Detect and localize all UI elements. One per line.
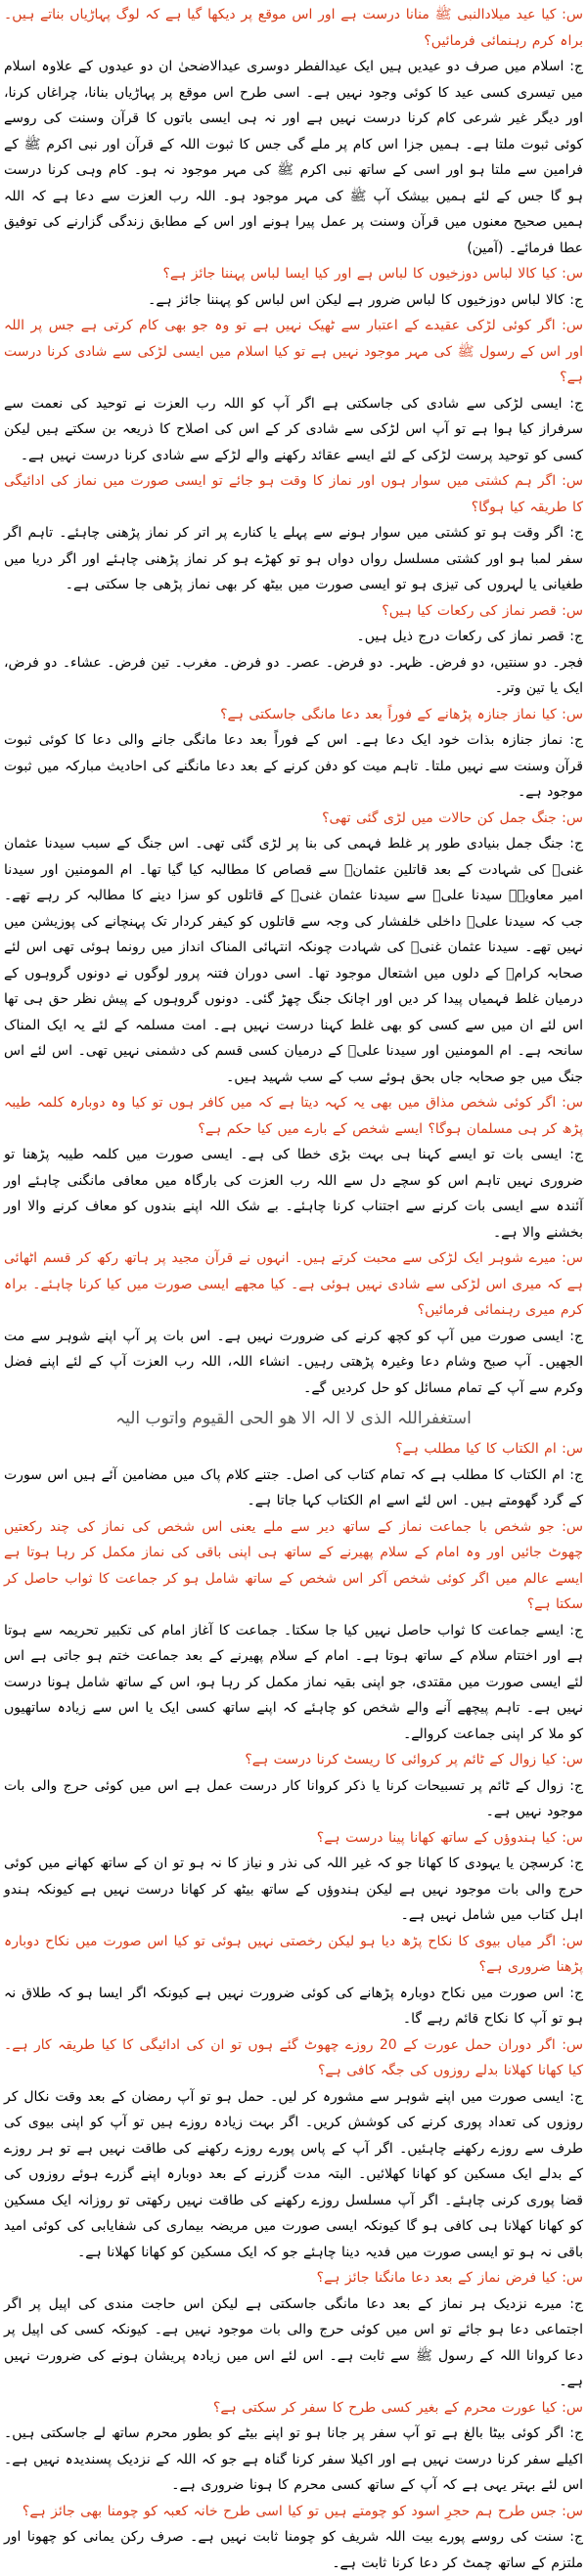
answer-text: ج: ایسی بات تو ایسے کہنا ہی بہت بڑی خطا کی ہے۔ ایسی صورت میں کلمہ طیبہ پڑھنا تو ضروری نہیں تاہم اس کو سچے دل سے اللہ رب العزت کی بارگاہ میں معافی مانگنی چاہئے اور آئندہ سے ایسی بات کرنے سے اجتناب کرنا چاہئے۔ بے شک اللہ اپنے بندوں کو معاف کرنے والا اور بخشنے والا ہے۔ bbox=[4, 1142, 583, 1245]
answer-text: ج: ام الکتاب کا مطلب ہے کہ تمام کتاب کی اصل۔ جتنے کلام پاک میں مضامین آئے ہیں اس سورت کے گرد گھومتے ہیں۔ اس لئے اسے ام الکتاب کہا جاتا ہے۔ bbox=[4, 1463, 583, 1514]
answer-text: ج: میرے نزدیک ہر نماز کے بعد دعا مانگی جاسکتی ہے لیکن اس حاجت مندی کی اپیل پر اگر اجتماعی دعا ہو جائے تو اس میں کوئی حرج والی بات موجود نہیں ہے۔ کیونکہ کسی کی اپیل پر دعا کروانا اللہ کے رسول ﷺ سے ثابت ہے۔ اس لئے اس میں زیادہ پریشان ہونے کی ضرورت نہیں ہے۔ bbox=[4, 2292, 583, 2395]
qa-block bbox=[4, 806, 583, 1091]
qa-block bbox=[4, 1403, 583, 1434]
question-text: س: جنگ جمل کن حالات میں لڑی گئی تھی؟ bbox=[4, 806, 583, 832]
qa-block bbox=[4, 2395, 583, 2499]
question-text: س: کیا عید میلادالنبی ﷺ منانا درست ہے اور اس موقع پر دیکھا گیا ہے کہ لوگ پہاڑیاں بناتے ہیں۔ براہ کرم رہنمائی فرمائیں؟ bbox=[4, 2, 583, 54]
answer-text: ج: قصر نماز کی رکعات درج ذیل ہیں۔ bbox=[4, 624, 583, 650]
qa-block bbox=[4, 702, 583, 806]
answer-text: ج: جنگ جمل بنیادی طور پر غلط فہمی کی بنا پر لڑی گئی تھی۔ اس جنگ کے سبب سیدنا عثمان غنیؓ کی شہادت کے بعد قاتلین عثمانؓ سے قصاص کا مطالبہ کیا گیا تھا۔ ام المومنین اور سیدنا امیر معاویہؓ سیدنا علیؓ سے سیدنا عثمان غنیؓ کے قاتلوں کو سزا دینے کا مطالبہ کر رہے تھے۔ جب کہ سیدنا علیؓ داخلی خلفشار کی وجہ سے قاتلوں کو کیفر کردار تک پہنچانے کی پوزیشن میں نہیں تھے۔ سیدنا عثمان غنیؓ کی شہادت چونکہ انتہائی المناک انداز میں رونما ہوئی تھی اس لئے صحابہ کرامؓ کے دلوں میں اشتعال موجود تھا۔ اسی دوران فتنہ پرور لوگوں نے دونوں گروہوں کے درمیان غلط فہمیاں پیدا کر دیں اور اچانک جنگ چھڑ گئی۔ دونوں گروہوں کے پیش نظر حق ہی تھا اس لئے ان میں سے کسی کو بھی غلط کہنا درست نہیں ہے۔ امت مسلمہ کے لئے یہ ایک المناک سانحہ ہے۔ ام المومنین اور سیدنا علیؓ کے درمیان کسی قسم کی دشمنی نہیں تھی۔ اس لئے اس جنگ میں جو صحابہ جاں بحق ہوئے سب کے سب شہید ہیں۔ bbox=[4, 831, 583, 1090]
qa-block bbox=[4, 1747, 583, 1825]
question-text: س: میرے شوہر ایک لڑکی سے محبت کرتے ہیں۔ انہوں نے قرآن مجید پر ہاتھ رکھ کر قسم اٹھائی ہے کہ میری اس لڑکی سے شادی نہیں ہوئی ہے۔ کیا مجھے ایسی صورت میں کیا کرنا چاہئے۔ براہ کرم میری رہنمائی فرمائیں؟ bbox=[4, 1245, 583, 1324]
qa-block bbox=[4, 2, 583, 261]
answer-text: ج: کرسچن یا یہودی کا کھانا جو کہ غیر اللہ کی نذر و نیاز کا نہ ہو تو ان کے ساتھ کھانے میں کوئی حرج والی بات موجود نہیں ہے لیکن ہندوؤں کے ساتھ بیٹھ کر کھانا درست نہیں ہے کیونکہ ہندو اہل کتاب میں شامل نہیں ہے۔ bbox=[4, 1851, 583, 1929]
answer-text: ج: ایسی لڑکی سے شادی کی جاسکتی ہے اگر آپ کو اللہ رب العزت نے توحید کی نعمت سے سرفراز کیا ہوا ہے تو آپ اس لڑکی سے شادی کر کے اس کی اصلاح کا ذریعہ بن سکتے ہیں لیکن کسی کو توحید پرست لڑکی کے لئے ایسے عقائد رکھنے والے لڑکے سے شادی کرنا درست نہیں ہے۔ bbox=[4, 391, 583, 469]
answer-text: ج: اسلام میں صرف دو عیدیں ہیں ایک عیدالفطر دوسری عیدالاضحیٰ ان دو عیدوں کے علاوہ اسلام میں تیسری کسی عید کا کوئی وجود نہیں ہے۔ اسی طرح اس موقع پر پہاڑیاں بنانا، چراغاں کرنا، اور دیگر غیر شرعی کام کرنا درست نہیں ہے اور نہ ہی ایسی باتوں کا قرآن وسنت کی روسے کوئی ثبوت ملتا ہے۔ ہمیں جزا اس کام پر ملے گی جس کا ثبوت اللہ کے قرآن اور نبی اکرم ﷺ کے فرامین سے ملتا ہو اور اسی کے ساتھ نبی اکرم ﷺ کی مہر موجود نہ ہو۔ کام وہی کرنا درست ہو گا جس کے لئے ہمیں بیشک آپ ﷺ کی مہر موجود ہو۔ اللہ رب العزت سے دعا ہے کہ اللہ ہمیں صحیح معنوں میں قرآن وسنت پر عمل پیرا ہونے اور اس کے مطابق زندگی گزارنے کی توفیق عطا فرمائے۔ (آمین) bbox=[4, 54, 583, 261]
qa-block bbox=[4, 2499, 583, 2576]
question-text: س: کیا نماز جنازہ پڑھانے کے فوراً بعد دعا مانگی جاسکتی ہے؟ bbox=[4, 702, 583, 728]
question-text: س: کیا ہندوؤں کے ساتھ کھانا پینا درست ہے؟ bbox=[4, 1825, 583, 1852]
answer-text: ج: اگر وقت ہو تو کشتی میں سوار ہونے سے پہلے یا کنارے پر اتر کر نماز پڑھنی چاہئے۔ تاہم اگر سفر لمبا ہو اور کشتی مسلسل رواں دواں ہو تو کھڑے ہو کر نماز پڑھنی چاہئے اور اگر دریا میں طغیانی یا لہروں کی تیزی ہو تو ایسی صورت میں بیٹھ کر بھی نماز پڑھی جا سکتی ہے۔ bbox=[4, 520, 583, 598]
question-text: س: جو شخص با جماعت نماز کے ساتھ دیر سے ملے یعنی اس شخص کی نماز کی چند رکعتیں چھوٹ جائیں اور وہ امام کے سلام پھیرنے کے ساتھ ہی اپنی باقی کی نماز مکمل کر رہا ہوتا ہے ایسے عالم میں اگر کوئی شخص آکر اس شخص کے ساتھ شامل ہو کر جماعت کا ثواب حاصل کر سکتا ہے؟ bbox=[4, 1514, 583, 1618]
question-text: س: اگر میاں بیوی کا نکاح پڑھ دیا ہو لیکن رخصتی نہیں ہوئی تو کیا اس صورت میں نکاح دوبارہ پڑھنا ضروری ہے؟ bbox=[4, 1929, 583, 1981]
answer-text: ج: ایسی صورت میں اپنے شوہر سے مشورہ کر لیں۔ حمل ہو تو آپ رمضان کے بعد وقت نکال کر روزوں کی تعداد پوری کرنے کی کوشش کریں۔ اگر بہت زیادہ روزے ہیں تو آپ کو اپنی بیوی کی طرف سے روزے رکھنے چاہئیں۔ اگر آپ کے پاس پورے روزے رکھنے کی طاقت نہیں ہے تو ہر روزے کے بدلے ایک مسکین کو کھانا کھلائیں۔ البتہ مدت گزرنے کے بعد دوبارہ اپنے گزرے ہوئے روزوں کی قضا پوری کرنی چاہئے۔ اگر آپ مسلسل روزے رکھنے کی طاقت نہیں رکھتی تو روزانہ ایک مسکین کو کھانا کھلانا ہی کافی ہو گا کیونکہ ایسی صورت میں مریضہ بیماری کی شفایابی کی کوئی امید باقی نہ ہو تو ایسی صورت میں فدیہ دینا چاہئے جو کہ ایک مسکین کو کھانا کھلانا ہے۔ bbox=[4, 2084, 583, 2266]
answer-text: ج: ایسے جماعت کا ثواب حاصل نہیں کیا جا سکتا۔ جماعت کا آغاز امام کی تکبیر تحریمہ سے ہوتا ہے اور اختتام سلام کے ساتھ ہوتا ہے۔ امام کے سلام پھیرنے کے بعد جماعت ختم ہو جاتی ہے اس لئے ایسی صورت میں مقتدی، جو اپنی بقیہ نماز مکمل کر رہا ہو، اس کے ساتھ شامل ہونا درست نہیں ہے۔ تاہم پیچھے آنے والے شخص کو چاہئے کہ اپنے ساتھ کسی ایک یا اس سے زیادہ ساتھیوں کو ملا کر اپنی جماعت کروالے۔ bbox=[4, 1618, 583, 1748]
question-text: س: کیا زوال کے ٹائم پر کروائی کا ریسٹ کرنا درست ہے؟ bbox=[4, 1747, 583, 1773]
question-text: س: اگر ہم کشتی میں سوار ہوں اور نماز کا وقت ہو جائے تو ایسی صورت میں نماز کی ادائیگی کا طریقہ کیا ہوگا؟ bbox=[4, 468, 583, 520]
qa-block bbox=[4, 1090, 583, 1245]
question-text: س: کیا فرض نماز کے بعد دعا مانگنا جائز ہے؟ bbox=[4, 2265, 583, 2292]
qa-block bbox=[4, 1514, 583, 1748]
answer-text: ج: ایسی صورت میں آپ کو کچھ کرنے کی ضرورت نہیں ہے۔ اس بات پر آپ اپنے شوہر سے مت الجھیں۔ آپ صبح وشام دعا وغیرہ پڑھتی رہیں۔ انشاء اللہ، اللہ رب العزت آپ کے لئے اپنے فضل وکرم سے آپ کے تمام مسائل کو حل کردیں گے۔ bbox=[4, 1324, 583, 1402]
answer-text: فجر۔ دو سنتیں، دو فرض۔ ظہر۔ دو فرض۔ عصر۔ دو فرض۔ مغرب۔ تین فرض۔ عشاء۔ دو فرض، ایک یا تین وتر۔ bbox=[4, 650, 583, 702]
qa-block bbox=[4, 598, 583, 650]
qa-block bbox=[4, 313, 583, 468]
question-text: س: اگر دوران حمل عورت کے 20 روزے چھوٹ گئے ہوں تو ان کی ادائیگی کا کیا طریقہ کار ہے۔ کیا کھانا کھلانا بدلے روزوں کی جگہ کافی ہے؟ bbox=[4, 2032, 583, 2084]
question-text: س: اگر کوئی شخص مذاق میں بھی یہ کہہ دیتا ہے کہ میں کافر ہوں تو کیا وہ دوبارہ کلمہ طیبہ پڑھ کر ہی مسلمان ہوگا؟ ایسے شخص کے بارے میں کیا حکم ہے؟ bbox=[4, 1090, 583, 1142]
qa-block bbox=[4, 2032, 583, 2266]
question-text: س: قصر نماز کی رکعات کیا ہیں؟ bbox=[4, 598, 583, 625]
answer-text: ج: اگر کوئی بیٹا بالغ ہے تو آپ سفر پر جانا ہو تو اپنے بیٹے کو بطور محرم ساتھ لے جاسکتی ہیں۔ اکیلے سفر کرنا درست نہیں ہے اور اکیلا سفر کرنا گناہ ہے جو کہ اللہ کے نزدیک پسندیدہ نہیں ہے۔ اس لئے بہتر یہی ہے کہ آپ کے ساتھ کسی محرم کا ہونا ضروری ہے۔ bbox=[4, 2421, 583, 2499]
answer-text: ج: زوال کے ٹائم پر تسبیحات کرنا یا ذکر کروانا کار درست عمل ہے اس میں کوئی حرج والی بات موجود نہیں ہے۔ bbox=[4, 1773, 583, 1825]
question-text: س: جس طرح ہم حجرِ اسود کو چومتے ہیں تو کیا اسی طرح خانہ کعبہ کو چومنا بھی جائز ہے؟ bbox=[4, 2499, 583, 2525]
answer-text: ج: کالا لباس دوزخیوں کا لباس ضرور ہے لیکن اس لباس کو پہننا جائز ہے۔ bbox=[4, 287, 583, 314]
qa-block bbox=[4, 2265, 583, 2395]
question-text: س: اگر کوئی لڑکی عقیدے کے اعتبار سے ٹھیک نہیں ہے تو وہ جو بھی کام کرتی ہے جس پر اللہ اور اس کے رسول ﷺ کی مہر موجود نہیں ہے تو کیا اسلام میں ایسی لڑکی سے شادی کرنا درست ہے؟ bbox=[4, 313, 583, 391]
question-text: س: ام الکتاب کا کیا مطلب ہے؟ bbox=[4, 1436, 583, 1463]
qa-block bbox=[4, 650, 583, 702]
question-text: س: کیا کالا لباس دوزخیوں کا لباس ہے اور کیا ایسا لباس پہننا جائز ہے؟ bbox=[4, 261, 583, 287]
question-text: س: کیا عورت محرم کے بغیر کسی طرح کا سفر کر سکتی ہے؟ bbox=[4, 2395, 583, 2422]
qa-block bbox=[4, 1436, 583, 1514]
qa-block bbox=[4, 468, 583, 598]
qa-block bbox=[4, 261, 583, 313]
arabic-verse: استغفراللہ الذی لا الہ الا ھو الحی القیوم واتوب الیہ bbox=[4, 1403, 583, 1434]
qa-block bbox=[4, 1825, 583, 1929]
qa-block bbox=[4, 1245, 583, 1401]
answer-text: ج: نماز جنازہ بذات خود ایک دعا ہے۔ اس کے فوراً بعد دعا مانگی جانے والی دعا کا کوئی ثبوت قرآن وسنت سے نہیں ملتا۔ تاہم میت کو دفن کرنے کے بعد دعا مانگنے کی احادیث مبارکہ میں ثبوت موجود ہے۔ bbox=[4, 727, 583, 806]
qa-block bbox=[4, 1929, 583, 2032]
answer-text: ج: اس صورت میں نکاح دوبارہ پڑھانے کی کوئی ضرورت نہیں ہے کیونکہ اگر ایسا ہو کہ طلاق نہ ہو تو آپ کا نکاح قائم رہے گا۔ bbox=[4, 1981, 583, 2032]
answer-text: ج: سنت کی روسے پورے بیت اللہ شریف کو چومنا ثابت نہیں ہے۔ صرف رکن یمانی کو چھونا اور ملتزم کے ساتھ چمٹ کر دعا کرنا ثابت ہے۔ bbox=[4, 2524, 583, 2576]
